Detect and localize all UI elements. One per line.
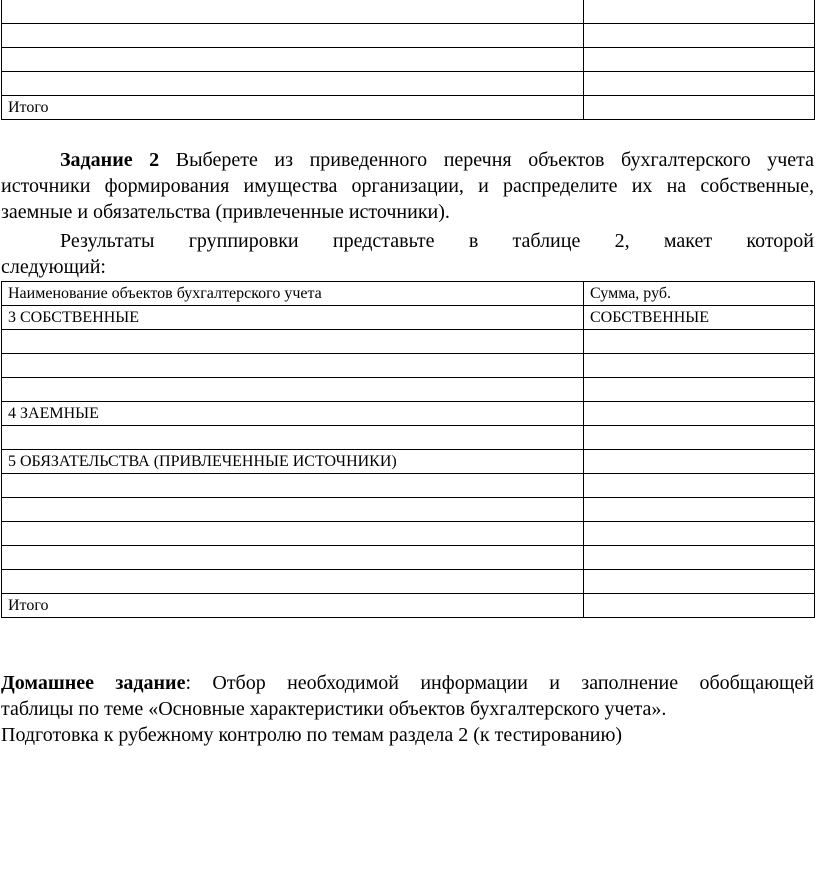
homework-line-1 xyxy=(1,670,814,696)
homework-line-3: Подготовка к рубежному контролю по темам раздела 2 (к тестированию) xyxy=(1,724,623,746)
header-row xyxy=(2,282,815,306)
table-row xyxy=(2,498,815,522)
table-cell: 5 ОБЯЗАТЕЛЬСТВА (ПРИВЛЕЧЕННЫЕ ИСТОЧНИКИ) xyxy=(2,450,584,474)
table-row xyxy=(2,378,815,402)
table-row xyxy=(2,306,815,330)
table-row xyxy=(2,72,815,96)
table-cell xyxy=(2,72,584,96)
results-intro-text-cont: следующий: xyxy=(1,256,106,278)
table-cell xyxy=(584,24,815,48)
task-2-paragraph xyxy=(1,147,814,225)
total-row xyxy=(2,594,815,618)
results-table xyxy=(1,281,815,618)
results-intro-paragraph xyxy=(1,228,814,280)
task-2-label: Задание 2 xyxy=(60,149,160,171)
table-row xyxy=(2,24,815,48)
top-table xyxy=(1,0,815,120)
results-intro-text: Результаты группировки представьте в таблице 2, макет которой xyxy=(60,230,814,252)
table-row xyxy=(2,354,815,378)
table-cell xyxy=(2,354,584,378)
table-cell xyxy=(2,330,584,354)
task-2-text: Выберете из приведенного перечня объектов бухгалтерского учета источники формирования имущества организации, и распределите их на собственные, заемные и обязательства (привлеченные источники). xyxy=(1,149,814,223)
table-row xyxy=(2,402,815,426)
table-cell xyxy=(2,426,584,450)
table-cell xyxy=(584,0,815,24)
homework-line-2: таблицы по теме «Основные характеристики объектов бухгалтерского учета». xyxy=(1,698,667,720)
table-row xyxy=(2,522,815,546)
table-row xyxy=(2,474,815,498)
table-cell xyxy=(2,546,584,570)
table-row xyxy=(2,0,815,24)
total-label: Итого xyxy=(2,594,584,618)
table-cell xyxy=(584,96,815,120)
table-cell xyxy=(584,546,815,570)
table-cell xyxy=(2,24,584,48)
homework-text-1: : Отбор необходимой информации и заполнение обобщающей xyxy=(185,672,815,694)
table-row xyxy=(2,450,815,474)
table-cell xyxy=(584,72,815,96)
table-cell xyxy=(2,474,584,498)
table-row xyxy=(2,546,815,570)
table-row xyxy=(2,330,815,354)
table-cell xyxy=(2,48,584,72)
table-cell xyxy=(2,498,584,522)
table-cell xyxy=(584,450,815,474)
table-cell xyxy=(2,378,584,402)
table-cell xyxy=(584,48,815,72)
table-cell xyxy=(584,354,815,378)
table-row xyxy=(2,48,815,72)
table-cell xyxy=(2,0,584,24)
table-cell xyxy=(584,426,815,450)
table-cell xyxy=(584,570,815,594)
table-cell: 3 СОБСТВЕННЫЕ xyxy=(2,306,584,330)
table-cell xyxy=(584,474,815,498)
table-cell xyxy=(584,330,815,354)
table-cell: 4 ЗАЕМНЫЕ xyxy=(2,402,584,426)
table-cell: СОБСТВЕННЫЕ xyxy=(584,306,815,330)
table-row xyxy=(2,570,815,594)
table-cell xyxy=(584,522,815,546)
total-row xyxy=(2,96,815,120)
total-label: Итого xyxy=(2,96,584,120)
table-row xyxy=(2,426,815,450)
column-header-sum: Сумма, руб. xyxy=(584,282,815,306)
homework-paragraph xyxy=(1,670,814,748)
table-cell xyxy=(584,594,815,618)
homework-label: Домашнее задание xyxy=(1,672,186,694)
table-cell xyxy=(584,402,815,426)
table-cell xyxy=(2,522,584,546)
table-cell xyxy=(584,378,815,402)
table-cell xyxy=(584,498,815,522)
column-header-name: Наименование объектов бухгалтерского учета xyxy=(2,282,584,306)
table-cell xyxy=(2,570,584,594)
